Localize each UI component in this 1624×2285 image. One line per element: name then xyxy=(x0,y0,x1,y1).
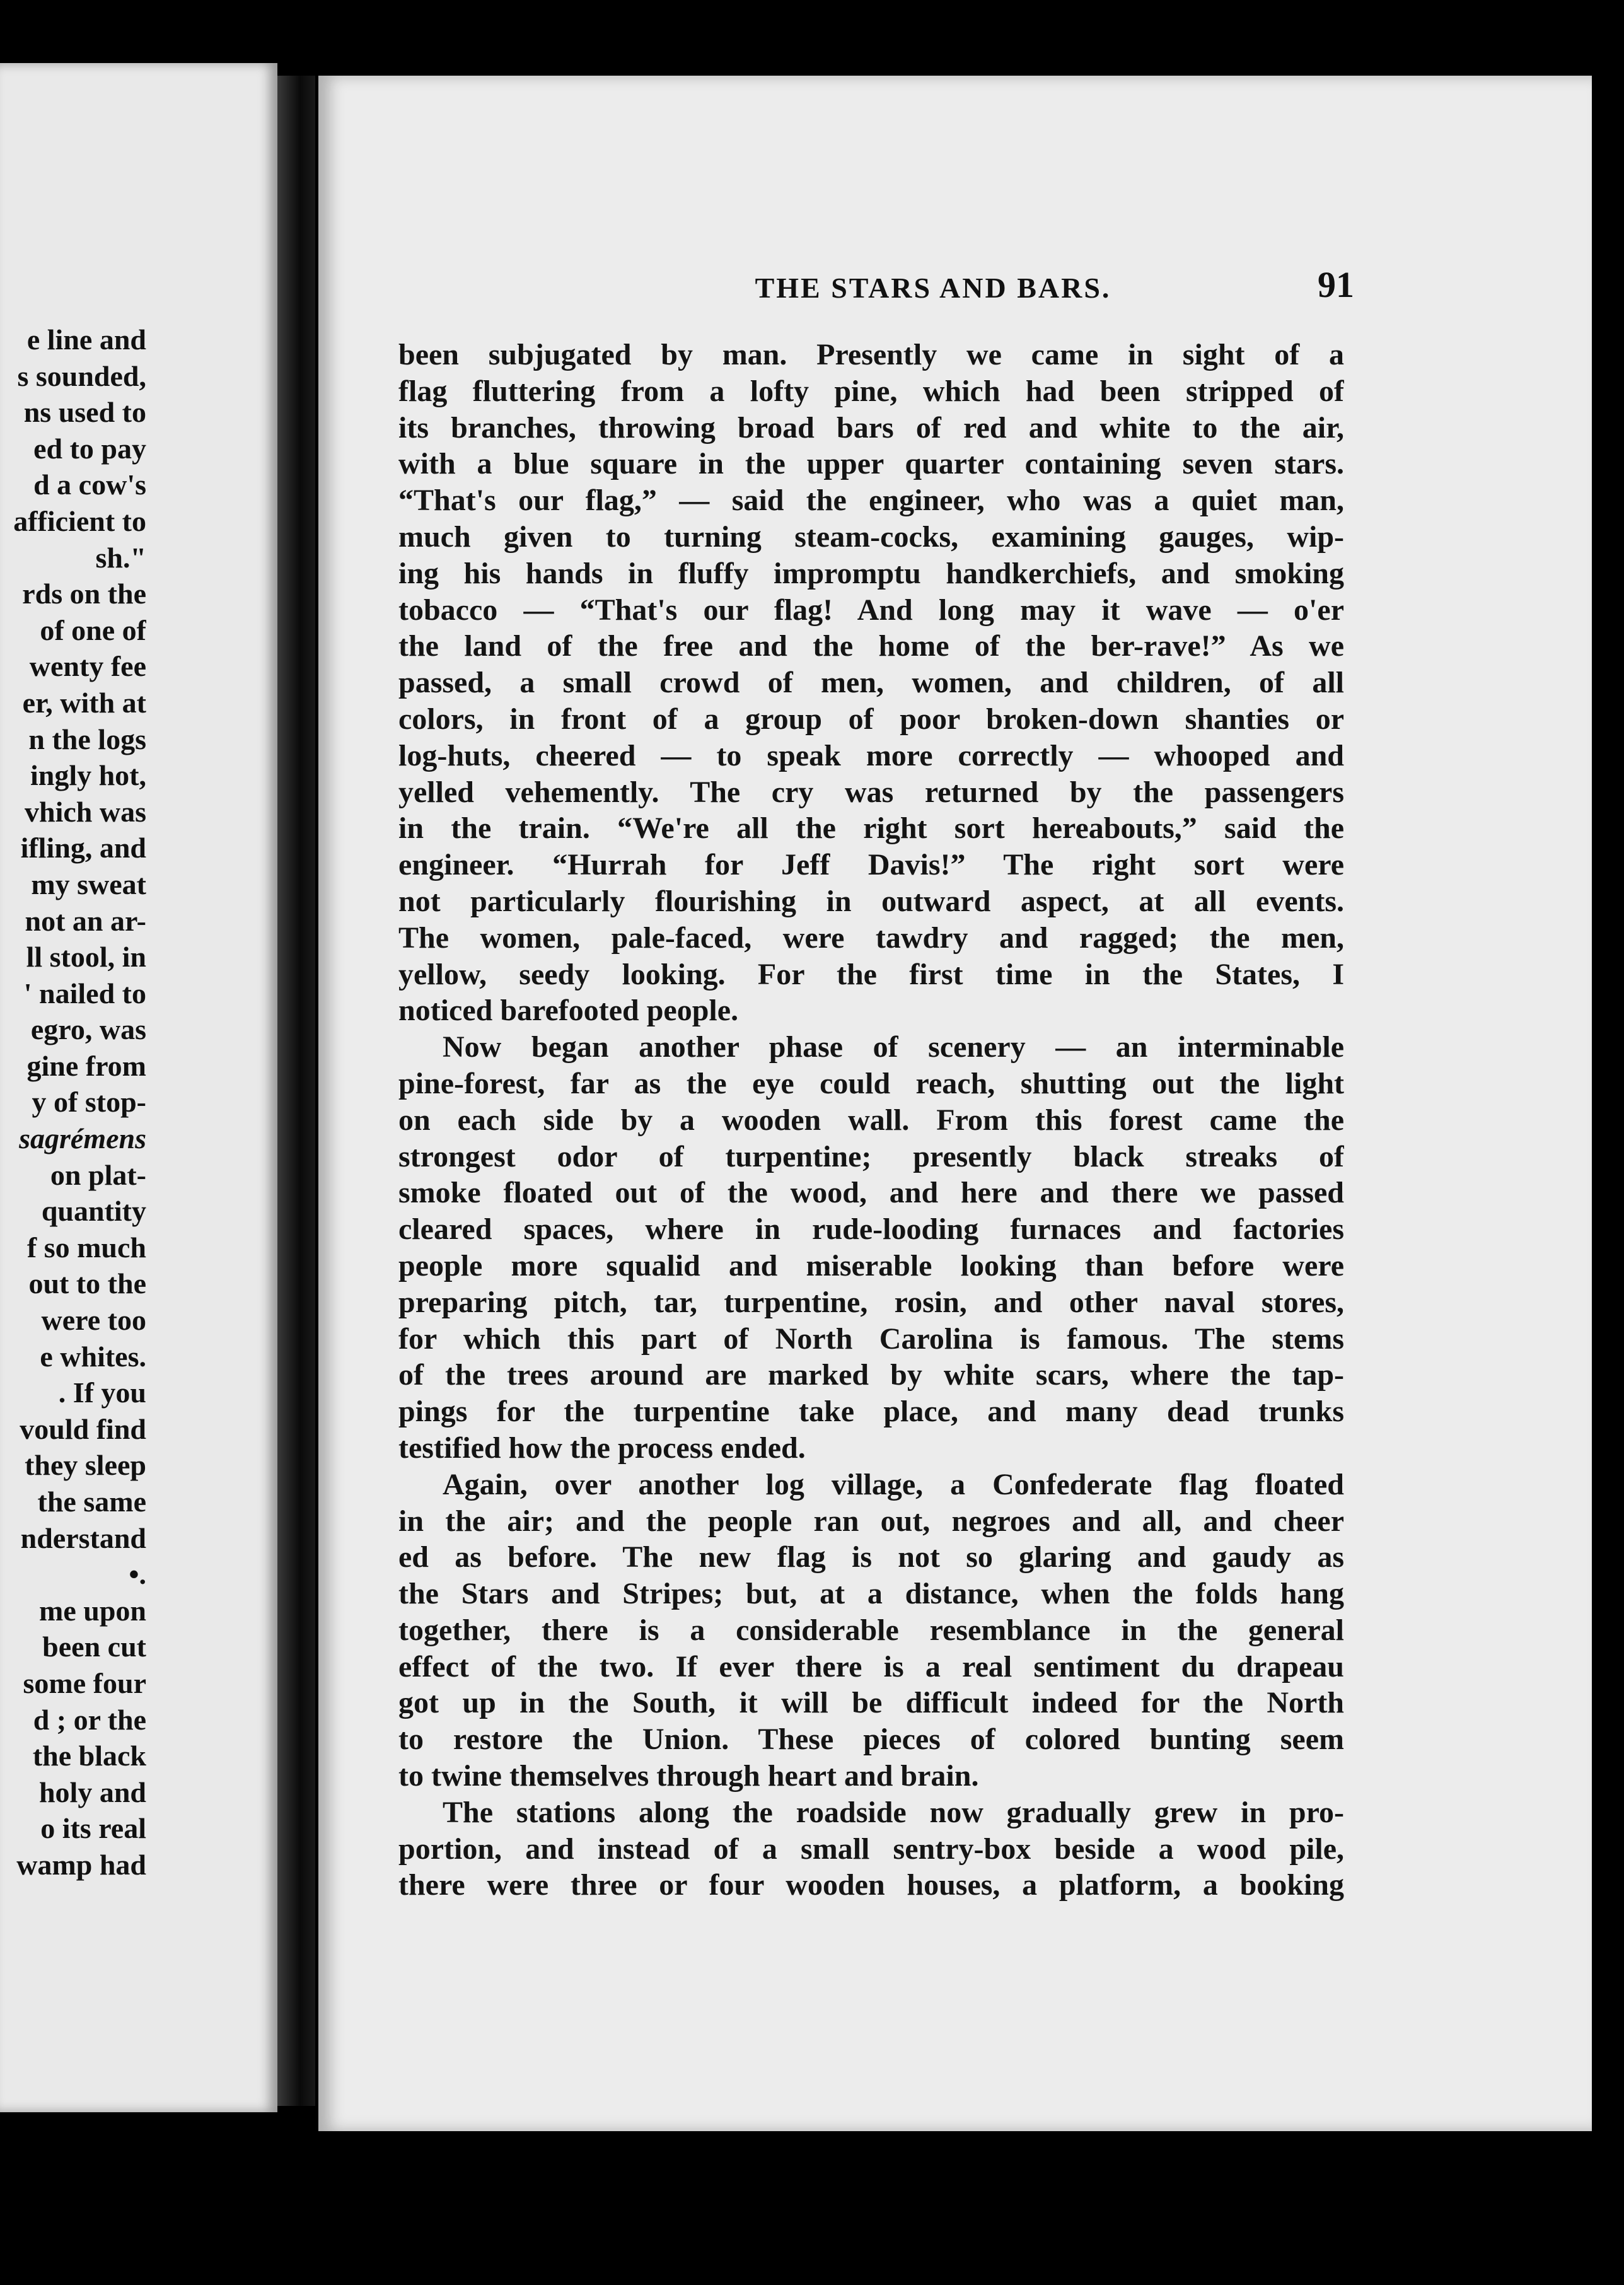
left-line: ed to pay xyxy=(33,432,146,465)
text-line: got up in the South, it will be difficult indeed for the North xyxy=(398,1686,1344,1720)
left-line: they sleep xyxy=(25,1449,146,1482)
left-line: wamp had xyxy=(16,1848,146,1881)
left-line: f so much xyxy=(26,1231,146,1264)
text-line: in the train. “We're all the right sort hereabouts,” said the xyxy=(398,811,1344,846)
text-line: pine-forest, far as the eye could reach, shutting out the light xyxy=(398,1066,1344,1100)
running-head: THE STARS AND BARS. xyxy=(755,272,1111,304)
text-line: The stations along the roadside now gradually grew in pro- xyxy=(443,1795,1344,1829)
text-line: portion, and instead of a small sentry-box beside a wood pile, xyxy=(398,1832,1344,1866)
text-line: passed, a small crowd of men, women, and children, of all xyxy=(398,666,1344,700)
left-line: been cut xyxy=(42,1631,146,1663)
page-number: 91 xyxy=(1318,264,1354,305)
text-line: testified how the process ended. xyxy=(398,1431,806,1465)
text-line: much given to turning steam-cocks, examining gauges, wip- xyxy=(398,520,1344,554)
left-line: ns used to xyxy=(23,396,146,429)
left-line: er, with at xyxy=(22,686,146,719)
text-line: people more squalid and miserable looking than before were xyxy=(398,1248,1344,1282)
text-line: the land of the free and the home of the ber-rave!” As we xyxy=(398,629,1344,663)
text-line: for which this part of North Carolina is famous. The stems xyxy=(398,1322,1344,1356)
left-line: o its real xyxy=(40,1812,146,1845)
left-line: rds on the xyxy=(22,578,146,610)
text-line: to restore the Union. These pieces of colored bunting seem xyxy=(398,1723,1344,1757)
text-line: Now began another phase of scenery — an interminable xyxy=(443,1030,1344,1064)
text-line: smoke floated out of the wood, and here and there we passed xyxy=(398,1176,1344,1210)
left-line: of one of xyxy=(40,613,146,646)
left-line: . If you xyxy=(58,1376,146,1409)
left-line: ll stool, in xyxy=(26,941,146,974)
left-line: wenty fee xyxy=(29,650,146,683)
text-line: effect of the two. If ever there is a real sentiment du drapeau xyxy=(398,1649,1344,1683)
left-line: ingly hot, xyxy=(30,759,146,792)
text-line: tobacco — “That's our flag! And long may it wave — o'er xyxy=(398,593,1344,627)
left-page xyxy=(0,63,277,2112)
text-line: noticed barefooted people. xyxy=(398,994,739,1028)
text-line: ing his hands in fluffy impromptu handkerchiefs, and smoking xyxy=(398,556,1344,590)
left-line: e line and xyxy=(26,323,146,356)
left-line: d a cow's xyxy=(33,468,146,501)
left-line: nderstand xyxy=(20,1521,146,1554)
text-line: its branches, throwing broad bars of red and white to the air, xyxy=(398,410,1344,445)
left-line: vhich was xyxy=(25,795,146,828)
text-line: strongest odor of turpentine; presently black streaks of xyxy=(398,1139,1344,1173)
left-line: s sounded, xyxy=(17,359,146,392)
text-line: not particularly flourishing in outward aspect, at all events. xyxy=(398,884,1344,918)
left-line: holy and xyxy=(38,1776,146,1808)
left-line: not an ar- xyxy=(25,904,146,937)
left-page-text xyxy=(0,322,146,1883)
left-line: ifling, and xyxy=(20,832,146,864)
text-line: there were three or four wooden houses, a platform, a booking xyxy=(398,1868,1344,1902)
text-line: preparing pitch, tar, turpentine, rosin, and other naval stores, xyxy=(398,1285,1344,1319)
left-line: y of stop- xyxy=(32,1086,146,1119)
left-line: sagrémens xyxy=(19,1122,146,1155)
book-gutter xyxy=(277,76,315,2106)
left-line: out to the xyxy=(28,1267,146,1300)
left-line: e whites. xyxy=(40,1340,146,1373)
text-line: together, there is a considerable resemblance in the general xyxy=(398,1613,1344,1647)
left-line: afficient to xyxy=(13,504,146,537)
left-line: on plat- xyxy=(50,1158,146,1191)
left-line: the same xyxy=(37,1486,146,1518)
left-line: some four xyxy=(23,1666,146,1699)
text-line: yelled vehemently. The cry was returned by the passengers xyxy=(398,775,1344,809)
left-line: sh." xyxy=(95,541,146,574)
text-line: flag fluttering from a lofty pine, which had been stripped of xyxy=(398,374,1344,408)
text-line: ed as before. The new flag is not so glaring and gaudy as xyxy=(398,1540,1344,1574)
text-line: engineer. “Hurrah for Jeff Davis!” The right sort were xyxy=(398,848,1344,882)
text-line: Again, over another log village, a Confederate flag floated xyxy=(443,1467,1344,1501)
text-line: of the trees around are marked by white scars, where the tap- xyxy=(398,1358,1344,1392)
text-line: The women, pale-faced, were tawdry and ragged; the men, xyxy=(398,921,1344,955)
left-line: ' nailed to xyxy=(23,977,146,1009)
text-line: “That's our flag,” — said the engineer, who was a quiet man, xyxy=(398,484,1344,518)
left-line: my sweat xyxy=(31,868,146,900)
text-line: been subjugated by man. Presently we came in sight of a xyxy=(398,338,1344,371)
text-line: in the air; and the people ran out, negroes and all, and cheer xyxy=(398,1504,1344,1538)
left-line: quantity xyxy=(41,1195,146,1228)
text-line: colors, in front of a group of poor broken-down shanties or xyxy=(398,702,1344,736)
text-line: log-huts, cheered — to speak more correctly — whooped and xyxy=(398,738,1344,772)
left-line: me upon xyxy=(39,1594,146,1627)
left-line: egro, was xyxy=(30,1013,146,1046)
text-line: yellow, seedy looking. For the first time in the States, I xyxy=(398,957,1344,991)
text-line: the Stars and Stripes; but, at a distance, when the folds hang xyxy=(398,1577,1344,1611)
left-line: vould find xyxy=(20,1412,146,1445)
left-line: n the logs xyxy=(28,723,146,755)
text-line: with a blue square in the upper quarter containing seven stars. xyxy=(398,447,1344,481)
text-line: on each side by a wooden wall. From this forest came the xyxy=(398,1103,1344,1137)
left-line: the black xyxy=(32,1740,146,1772)
text-line: pings for the turpentine take place, and many dead trunks xyxy=(398,1395,1344,1429)
text-line: to twine themselves through heart and brain. xyxy=(398,1759,979,1793)
left-line: d ; or the xyxy=(33,1703,146,1736)
left-line: •. xyxy=(129,1558,146,1591)
body-text xyxy=(398,337,1344,1904)
left-line: gine from xyxy=(26,1049,146,1082)
left-line: were too xyxy=(41,1304,146,1337)
text-line: cleared spaces, where in rude-looding furnaces and factories xyxy=(398,1212,1344,1247)
